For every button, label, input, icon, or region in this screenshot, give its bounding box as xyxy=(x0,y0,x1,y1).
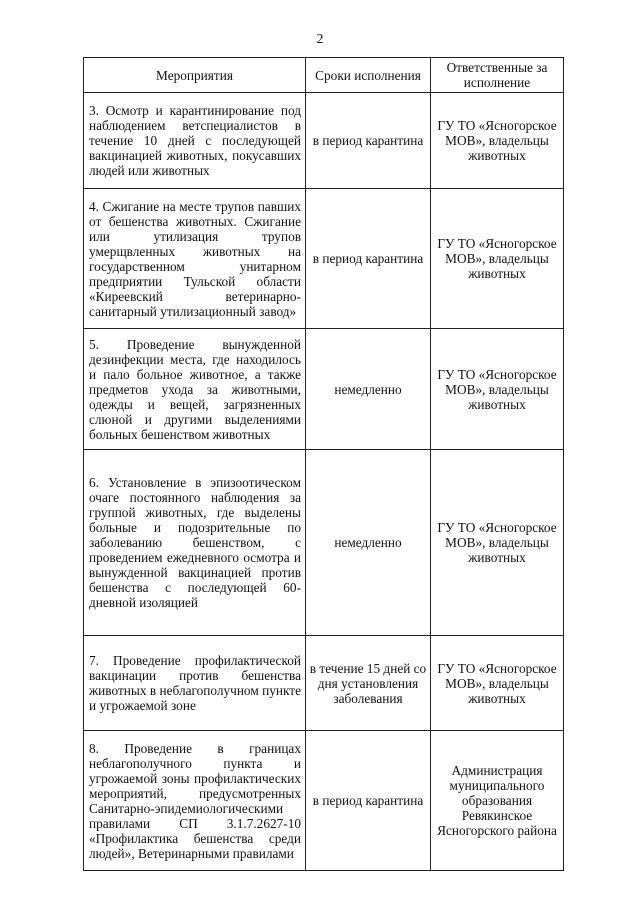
header-responsible: Ответственные за исполнение xyxy=(431,58,564,93)
table-row xyxy=(84,731,564,871)
responsible-cell: ГУ ТО «Ясногорское МОВ», владельцы животных xyxy=(431,329,564,450)
term-cell: немедленно xyxy=(306,329,431,450)
responsible-cell: ГУ ТО «Ясногорское МОВ», владельцы животных xyxy=(431,636,564,731)
term-cell: в период карантина xyxy=(306,189,431,329)
term-cell: немедленно xyxy=(306,450,431,636)
measure-cell: 8. Проведение в границах неблагополучного пункта и угрожаемой зоны профилактических мероприятий, предусмотренных Санитарно-эпидемиологическими правилами СП 3.1.7.2627-10 «Профилактика бешенства среди людей», Ветеринарными правилами xyxy=(84,731,306,871)
responsible-cell: ГУ ТО «Ясногорское МОВ», владельцы животных xyxy=(431,450,564,636)
measure-cell: 4. Сжигание на месте трупов павших от бешенства животных. Сжигание или утилизация трупов умерщвленных животных на государственном унитарном предприятии Тульской области «Киреевский ветеринарно-санитарный утилизационный завод» xyxy=(84,189,306,329)
header-measures: Мероприятия xyxy=(84,58,306,93)
measure-cell: 6. Установление в эпизоотическом очаге постоянного наблюдения за группой животных, где выделены больные и подозрительные по заболеванию бешенством, с проведением ежедневного осмотра и вынужденной вакцинацией против бешенства с последующей 60-дневной изоляцией xyxy=(84,450,306,636)
term-cell: в период карантина xyxy=(306,731,431,871)
page-number: 2 xyxy=(316,32,324,47)
measure-cell: 3. Осмотр и карантинирование под наблюдением ветспециалистов в течение 10 дней с последующей вакцинацией животных, покусавших людей или животных xyxy=(84,93,306,189)
measures-table xyxy=(83,57,564,871)
table-row xyxy=(84,329,564,450)
table-row xyxy=(84,93,564,189)
table-row xyxy=(84,189,564,329)
table-row xyxy=(84,636,564,731)
term-cell: в течение 15 дней со дня установления заболевания xyxy=(306,636,431,731)
measure-cell: 5. Проведение вынужденной дезинфекции места, где находилось и пало больное животное, а также предметов ухода за животными, одежды и вещей, загрязненных слюной и другими выделениями больных бешенством животных xyxy=(84,329,306,450)
table-header-row xyxy=(84,58,564,93)
responsible-cell: ГУ ТО «Ясногорское МОВ», владельцы животных xyxy=(431,189,564,329)
responsible-cell: Администрация муниципального образования Ревякинское Ясногорского района xyxy=(431,731,564,871)
responsible-cell: ГУ ТО «Ясногорское МОВ», владельцы животных xyxy=(431,93,564,189)
term-cell: в период карантина xyxy=(306,93,431,189)
measure-cell: 7. Проведение профилактической вакцинации против бешенства животных в неблагополучном пункте и угрожаемой зоне xyxy=(84,636,306,731)
header-terms: Сроки исполнения xyxy=(306,58,431,93)
table-row xyxy=(84,450,564,636)
